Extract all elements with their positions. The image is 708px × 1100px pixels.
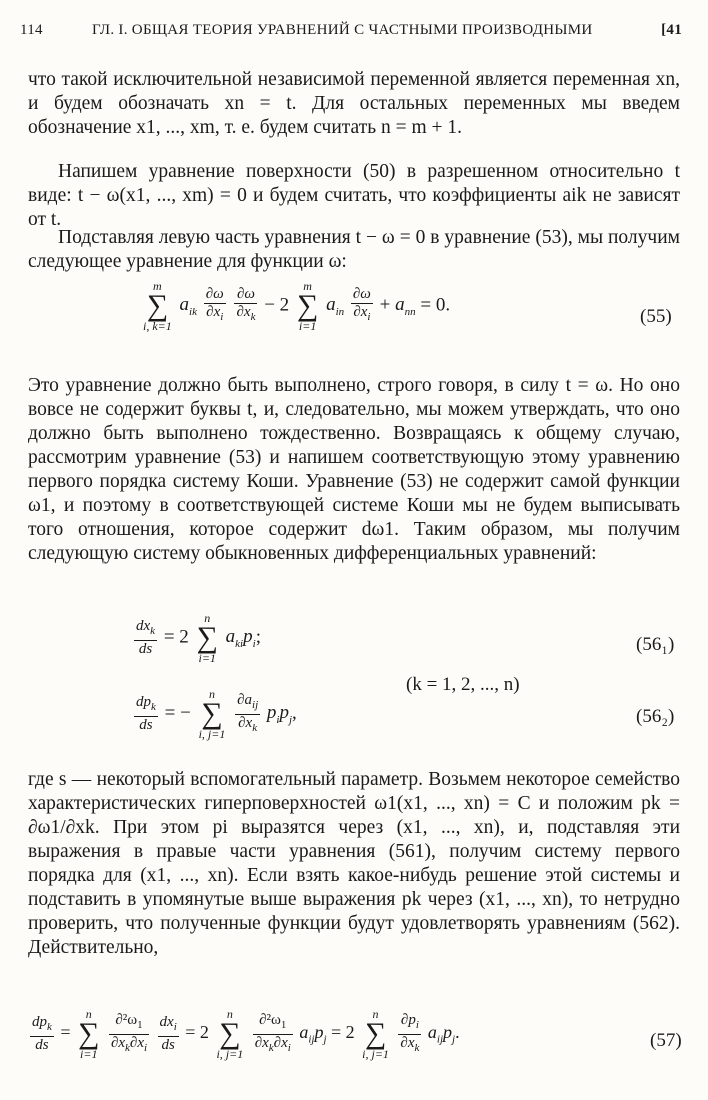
equation-57: $\frac{dp_k}{ds}$ = n ∑ i=1 $\frac{\partial^2\omega_1}{\partial x_k\partial x_i}$ $\frac{dx_i}{ds}$ = 2 n ∑ i, j=1 $\frac{\partial^2\omega_1}{\partial x_k\partial x_i}$ $a_{ij}p_j = 2$ n ∑ i, j=1 $\frac{\partial p_i}{\partial x_k}$ $a_{ij}p_j$.: [32, 1007, 460, 1061]
page-number: 114: [20, 22, 43, 38]
paragraph-1-text: что такой исключительной независимой переменной является переменная xn, и будем обозначать xn = t. Для остальных переменных мы введем обозначение x1, ..., xm, т. е. будем считать n = m + 1.: [28, 69, 680, 138]
paragraph-5-text: где s — некоторый вспомогательный параметр. Возьмем некоторое семейство характеристических гиперповерхностей ω1(x1, ..., xn) = C и положим pk = ∂ω1/∂xk. При этом pi выразятся через (x1, ..., xn), и, подставляя эти выражения в правые части уравнения (561), получим систему первого порядка для (x1, ..., xn). Если взять какое-нибудь решение этой системы и подставить в упомянутые выше выражения pk через (x1, ..., xn), то нетрудно проверить, что полученные функции будут удовлетворять уравнениям (562). Действительно,: [28, 769, 680, 958]
equation-57-label: (57): [650, 1030, 682, 1051]
equation-56-2: $\frac{dp_k}{ds}$ = − n ∑ i, j=1 $\frac{\partial a_{ij}}{\partial x_k}$ $p_ip_j$,: [136, 687, 297, 741]
paragraph-5: [28, 768, 680, 960]
section-number: [41: [661, 22, 682, 38]
running-title: ГЛ. I. ОБЩАЯ ТЕОРИЯ УРАВНЕНИЙ С ЧАСТНЫМИ ПРОИЗВОДНЫМИ: [92, 22, 593, 38]
equation-55: m ∑ i, k=1 $a_{ik}$ $\frac{\partial\omega}{\partial x_i}$ $\frac{\partial\omega}{\partial x_k}$ − 2 m ∑ i=1 $a_{in}$ $\frac{\partial\omega}{\partial x_i}$ + $a_{nn} = 0$.: [143, 279, 451, 333]
equation-56-1: $\frac{dx_k}{ds}$ = 2 n ∑ i=1 $a_{ki}p_i$;: [136, 611, 261, 665]
paragraph-2: [28, 160, 680, 232]
paragraph-2-text: Напишем уравнение поверхности (50) в разрешенном относительно t виде: t − ω(x1, ..., xm) = 0 и будем считать, что коэффициенты aik не зависят от t.: [28, 161, 680, 230]
paragraph-3: [28, 226, 680, 274]
paragraph-1: [28, 68, 680, 140]
equation-56-2-label: (56₂): [636, 706, 675, 727]
running-header: [20, 22, 688, 46]
equation-56-condition: (k = 1, 2, ..., n): [406, 674, 520, 695]
equation-55-label: (55): [640, 306, 672, 327]
paragraph-4: [28, 374, 680, 566]
paragraph-3-text: Подставляя левую часть уравнения t − ω = 0 в уравнение (53), мы получим следующее уравнение для функции ω:: [28, 227, 680, 272]
equation-56-1-label: (56₁): [636, 634, 675, 655]
paragraph-4-text: Это уравнение должно быть выполнено, строго говоря, в силу t = ω. Но оно вовсе не содержит буквы t, и, следовательно, мы можем утверждать, что оно должно быть выполнено тождественно. Возвращаясь к общему случаю, рассмотрим уравнение (53) и напишем соответствующую этому уравнению первого порядка систему Коши. Уравнение (53) не содержит самой функции ω1, и поэтому в соответствующей системе Коши мы не будем выписывать того отношения, которое содержит dω1. Таким образом, мы получим следующую систему обыкновенных дифференциальных уравнений:: [28, 375, 680, 564]
